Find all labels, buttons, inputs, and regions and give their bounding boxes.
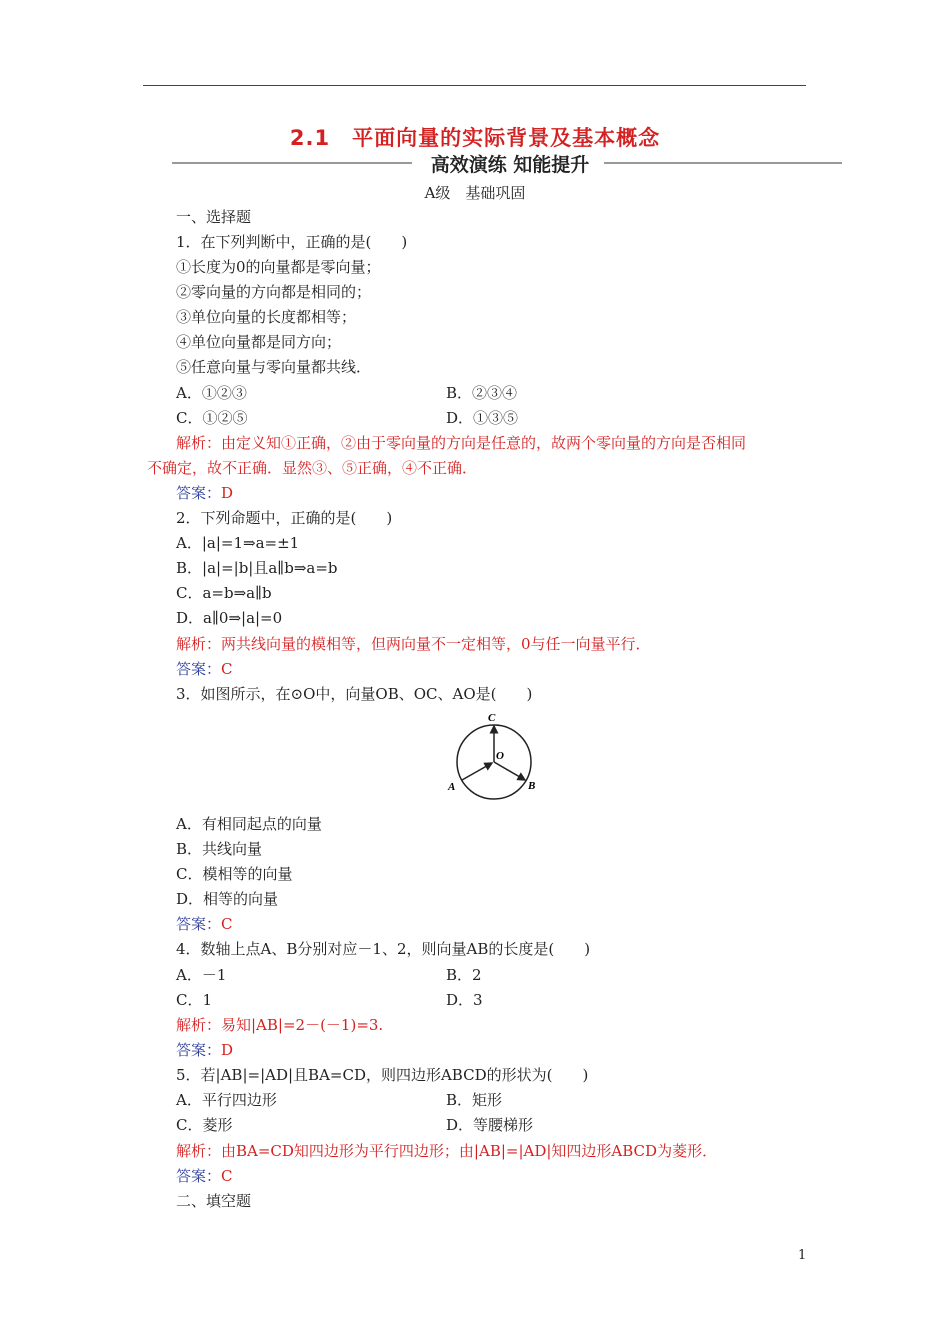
q4-option-a: A．－1 <box>176 966 227 984</box>
answer-value: D <box>221 1041 234 1059</box>
q1-stem: 1．在下列判断中，正确的是( ) <box>176 233 408 251</box>
answer-label: 答案： <box>176 484 222 502</box>
q1-option-d: D．①③⑤ <box>446 409 519 427</box>
q5-analysis: 解析：由BA=CD知四边形为平行四边形；由|AB|=|AD|知四边形ABCD为菱形． <box>176 1142 718 1160</box>
q1-option-c: C．①②⑤ <box>176 409 248 427</box>
q3-option-b: B．共线向量 <box>176 840 263 858</box>
q2-answer <box>176 659 233 679</box>
level-heading: A级 基础巩固 <box>424 184 526 202</box>
q4-answer <box>176 1040 233 1060</box>
q2-analysis: 解析：两共线向量的模相等，但两向量不一定相等，0与任一向量平行． <box>176 635 651 653</box>
q4-option-c: C．1 <box>176 991 213 1009</box>
circle-vector-figure <box>440 706 550 806</box>
header-rule <box>143 85 806 86</box>
q4-option-b: B．2 <box>446 966 482 984</box>
label-o: O <box>496 750 504 762</box>
q1-option-b: B．②③④ <box>446 384 518 402</box>
answer-label: 答案： <box>176 660 222 678</box>
q1-item: ④单位向量都是同方向； <box>176 333 342 351</box>
q4-analysis: 解析：易知|AB|=2－(－1)=3. <box>176 1016 384 1034</box>
vector-ob <box>494 762 525 780</box>
answer-value: C <box>221 915 233 933</box>
answer-value: C <box>221 1167 233 1185</box>
q3-option-c: C．模相等的向量 <box>176 865 293 883</box>
q2-stem: 2．下列命题中，正确的是( ) <box>176 509 393 527</box>
banner-text: 高效演练 知能提升 <box>430 154 590 176</box>
q1-analysis-cont: 不确定，故不正确．显然③、⑤正确，④不正确． <box>147 459 478 477</box>
q2-option-b: B．|a|=|b|且a∥b⇒a=b <box>176 559 338 577</box>
q1-item: ②零向量的方向都是相同的； <box>176 283 372 301</box>
q4-stem: 4．数轴上点A、B分别对应－1、2，则向量AB的长度是( ) <box>176 940 591 958</box>
q1-item: ①长度为0的向量都是零向量； <box>176 258 381 276</box>
q3-option-d: D．相等的向量 <box>176 890 279 908</box>
q2-option-d: D．a∥0⇒|a|=0 <box>176 609 283 627</box>
answer-label: 答案： <box>176 915 222 933</box>
q3-option-a: A．有相同起点的向量 <box>176 815 322 833</box>
q5-option-d: D．等腰梯形 <box>446 1116 534 1134</box>
page-title: 2.1 平面向量的实际背景及基本概念 <box>289 126 661 150</box>
q5-stem: 5．若|AB|=|AD|且BA=CD，则四边形ABCD的形状为( ) <box>176 1066 589 1084</box>
label-a: A <box>448 781 456 793</box>
q1-option-a: A．①②③ <box>176 384 247 402</box>
answer-value: C <box>221 660 233 678</box>
banner <box>172 150 842 176</box>
q1-analysis: 解析：由定义知①正确，②由于零向量的方向是任意的，故两个零向量的方向是否相同 <box>176 434 747 452</box>
answer-value: D <box>221 484 234 502</box>
page-number: 1 <box>798 1248 807 1263</box>
q2-option-a: A．|a|=1⇒a=±1 <box>176 534 300 552</box>
q4-option-d: D．3 <box>446 991 483 1009</box>
answer-label: 答案： <box>176 1041 222 1059</box>
q3-answer <box>176 914 233 934</box>
label-c: C <box>488 712 496 724</box>
q5-answer <box>176 1166 233 1186</box>
q2-option-c: C．a=b⇒a∥b <box>176 584 272 602</box>
q5-option-a: A．平行四边形 <box>176 1091 277 1109</box>
section-heading-2: 二、填空题 <box>176 1192 252 1210</box>
q5-option-b: B．矩形 <box>446 1091 503 1109</box>
q1-item: ③单位向量的长度都相等； <box>176 308 357 326</box>
q3-stem: 3．如图所示，在⊙O中，向量OB、OC、AO是( ) <box>176 685 533 703</box>
section-heading: 一、选择题 <box>176 208 252 226</box>
banner-rule-left <box>172 162 412 164</box>
answer-label: 答案： <box>176 1167 222 1185</box>
banner-rule-right <box>604 162 842 164</box>
label-b: B <box>528 780 536 792</box>
q1-answer <box>176 483 233 503</box>
vector-ao <box>462 763 492 780</box>
q5-option-c: C．菱形 <box>176 1116 233 1134</box>
q1-item: ⑤任意向量与零向量都共线． <box>176 358 372 376</box>
